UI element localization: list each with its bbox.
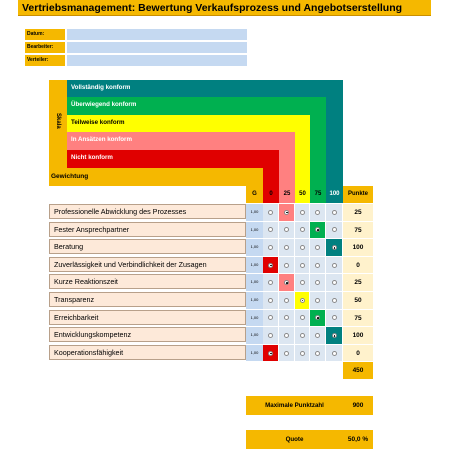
rating-radio[interactable] bbox=[315, 315, 320, 320]
rating-radio[interactable] bbox=[268, 333, 273, 338]
weighting-label: Gewichtung bbox=[49, 168, 263, 186]
rating-cell-25[interactable] bbox=[279, 239, 295, 257]
rating-radio[interactable] bbox=[284, 227, 289, 232]
criterion-points: 75 bbox=[343, 222, 373, 240]
criterion-weight: 1,00 bbox=[246, 345, 263, 363]
max-points-label: Maximale Punktzahl bbox=[246, 396, 343, 415]
rating-cell-50[interactable] bbox=[295, 327, 310, 345]
rating-cell-0[interactable] bbox=[263, 345, 279, 363]
criterion-weight: 1,00 bbox=[246, 310, 263, 328]
criterion-points: 50 bbox=[343, 292, 373, 310]
rating-radio[interactable] bbox=[300, 210, 305, 215]
header-25: 25 bbox=[279, 186, 295, 203]
editor-label: Bearbeiter: bbox=[25, 42, 65, 53]
rating-cell-100[interactable] bbox=[326, 274, 343, 292]
rating-radio[interactable] bbox=[315, 227, 320, 232]
rating-radio[interactable] bbox=[315, 210, 320, 215]
rating-radio[interactable] bbox=[268, 315, 273, 320]
rating-cell-0[interactable] bbox=[263, 257, 279, 275]
criterion-weight: 1,00 bbox=[246, 274, 263, 292]
criterion-points: 25 bbox=[343, 204, 373, 222]
rating-cell-50[interactable] bbox=[295, 222, 310, 240]
scale-label-rudimentary: In Ansätzen konform bbox=[71, 136, 132, 143]
rating-cell-25[interactable] bbox=[279, 257, 295, 275]
rating-radio[interactable] bbox=[268, 210, 273, 215]
rating-cell-50[interactable] bbox=[295, 292, 310, 310]
rating-radio[interactable] bbox=[332, 280, 337, 285]
rating-cell-100[interactable] bbox=[326, 345, 343, 363]
criterion-points: 100 bbox=[343, 327, 373, 345]
rating-cell-75[interactable] bbox=[310, 327, 326, 345]
criterion-weight: 1,00 bbox=[246, 204, 263, 222]
criterion-points: 0 bbox=[343, 345, 373, 363]
rating-cell-50[interactable] bbox=[295, 310, 310, 328]
scale-label: Skala bbox=[55, 113, 61, 129]
rating-cell-100[interactable] bbox=[326, 310, 343, 328]
rating-cell-25[interactable] bbox=[279, 310, 295, 328]
rating-cell-100[interactable] bbox=[326, 239, 343, 257]
rating-cell-0[interactable] bbox=[263, 327, 279, 345]
page-title: Vertriebsmanagement: Bewertung Verkaufsprozess und Angebotserstellung bbox=[18, 0, 431, 16]
criterion-weight: 1,00 bbox=[246, 292, 263, 310]
rating-cell-25[interactable] bbox=[279, 274, 295, 292]
criterion-points: 100 bbox=[343, 239, 373, 257]
rating-radio[interactable] bbox=[315, 351, 320, 356]
scale-label-mostly: Überwiegend konform bbox=[71, 101, 137, 108]
rating-cell-25[interactable] bbox=[279, 345, 295, 363]
criterion-weight: 1,00 bbox=[246, 239, 263, 257]
rating-radio[interactable] bbox=[284, 315, 289, 320]
rating-radio[interactable] bbox=[268, 263, 273, 268]
quota-label: Quote bbox=[246, 430, 343, 449]
rating-cell-75[interactable] bbox=[310, 292, 326, 310]
scale-label-partly: Teilweise konform bbox=[71, 119, 125, 126]
rating-radio[interactable] bbox=[332, 298, 337, 303]
rating-cell-25[interactable] bbox=[279, 327, 295, 345]
rating-cell-75[interactable] bbox=[310, 222, 326, 240]
rating-radio[interactable] bbox=[300, 351, 305, 356]
rating-radio[interactable] bbox=[300, 245, 305, 250]
rating-cell-25[interactable] bbox=[279, 222, 295, 240]
rating-radio[interactable] bbox=[284, 351, 289, 356]
rating-radio[interactable] bbox=[300, 315, 305, 320]
criterion-name: Fester Ansprechpartner bbox=[49, 222, 246, 237]
criterion-name: Beratung bbox=[49, 239, 246, 254]
criterion-weight: 1,00 bbox=[246, 222, 263, 240]
rating-radio[interactable] bbox=[332, 333, 337, 338]
rating-radio[interactable] bbox=[284, 210, 289, 215]
editor-field[interactable] bbox=[67, 42, 247, 53]
total-points: 450 bbox=[343, 362, 373, 379]
rating-cell-25[interactable] bbox=[279, 204, 295, 222]
scale-label-fully: Vollständig konform bbox=[71, 84, 131, 91]
criterion-name: Zuverlässigkeit und Verbindlichkeit der Zusagen bbox=[49, 257, 246, 272]
rating-radio[interactable] bbox=[300, 280, 305, 285]
criterion-name: Entwicklungskompetenz bbox=[49, 327, 246, 342]
rating-cell-0[interactable] bbox=[263, 222, 279, 240]
header-weight: G bbox=[246, 186, 263, 203]
rating-radio[interactable] bbox=[284, 263, 289, 268]
rating-radio[interactable] bbox=[300, 263, 305, 268]
rating-radio[interactable] bbox=[268, 351, 273, 356]
rating-cell-75[interactable] bbox=[310, 310, 326, 328]
rating-radio[interactable] bbox=[315, 245, 320, 250]
rating-cell-75[interactable] bbox=[310, 257, 326, 275]
rating-radio[interactable] bbox=[315, 298, 320, 303]
distribution-label: Verteiler: bbox=[25, 55, 65, 66]
max-points-value: 900 bbox=[343, 396, 373, 415]
rating-radio[interactable] bbox=[332, 227, 337, 232]
rating-radio[interactable] bbox=[332, 315, 337, 320]
rating-radio[interactable] bbox=[284, 298, 289, 303]
rating-radio[interactable] bbox=[300, 333, 305, 338]
rating-radio[interactable] bbox=[315, 263, 320, 268]
header-points: Punkte bbox=[343, 186, 373, 203]
criterion-name: Transparenz bbox=[49, 292, 246, 307]
rating-cell-0[interactable] bbox=[263, 274, 279, 292]
rating-radio[interactable] bbox=[268, 280, 273, 285]
rating-cell-100[interactable] bbox=[326, 327, 343, 345]
date-field[interactable] bbox=[67, 29, 247, 40]
rating-radio[interactable] bbox=[268, 245, 273, 250]
distribution-field[interactable] bbox=[67, 55, 247, 66]
rating-cell-75[interactable] bbox=[310, 239, 326, 257]
rating-radio[interactable] bbox=[332, 210, 337, 215]
rating-cell-100[interactable] bbox=[326, 257, 343, 275]
rating-radio[interactable] bbox=[268, 227, 273, 232]
rating-cell-0[interactable] bbox=[263, 310, 279, 328]
header-0: 0 bbox=[263, 186, 279, 203]
header-75: 75 bbox=[310, 186, 326, 203]
criterion-points: 75 bbox=[343, 310, 373, 328]
rating-radio[interactable] bbox=[300, 227, 305, 232]
quota-value: 50,0 % bbox=[343, 430, 373, 449]
rating-cell-100[interactable] bbox=[326, 204, 343, 222]
criterion-weight: 1,00 bbox=[246, 327, 263, 345]
rating-cell-75[interactable] bbox=[310, 345, 326, 363]
rating-radio[interactable] bbox=[315, 333, 320, 338]
rating-radio[interactable] bbox=[315, 280, 320, 285]
rating-cell-50[interactable] bbox=[295, 257, 310, 275]
rating-cell-50[interactable] bbox=[295, 204, 310, 222]
rating-cell-50[interactable] bbox=[295, 274, 310, 292]
criterion-name: Kurze Reaktionszeit bbox=[49, 274, 246, 289]
rating-cell-100[interactable] bbox=[326, 222, 343, 240]
rating-radio[interactable] bbox=[284, 333, 289, 338]
scale-label-not: Nicht konform bbox=[71, 154, 113, 161]
criterion-points: 0 bbox=[343, 257, 373, 275]
rating-radio[interactable] bbox=[284, 245, 289, 250]
criterion-name: Professionelle Abwicklung des Prozesses bbox=[49, 204, 246, 219]
criterion-name: Erreichbarkeit bbox=[49, 310, 246, 325]
rating-radio[interactable] bbox=[284, 280, 289, 285]
rating-radio[interactable] bbox=[332, 263, 337, 268]
rating-cell-0[interactable] bbox=[263, 292, 279, 310]
rating-cell-0[interactable] bbox=[263, 204, 279, 222]
rating-cell-75[interactable] bbox=[310, 274, 326, 292]
date-label: Datum: bbox=[25, 29, 65, 40]
rating-cell-25[interactable] bbox=[279, 292, 295, 310]
criterion-weight: 1,00 bbox=[246, 257, 263, 275]
rating-radio[interactable] bbox=[300, 298, 305, 303]
rating-cell-50[interactable] bbox=[295, 239, 310, 257]
rating-radio[interactable] bbox=[332, 351, 337, 356]
rating-radio[interactable] bbox=[268, 298, 273, 303]
rating-radio[interactable] bbox=[332, 245, 337, 250]
criterion-name: Kooperationsfähigkeit bbox=[49, 345, 246, 360]
header-50: 50 bbox=[295, 186, 310, 203]
criterion-points: 25 bbox=[343, 274, 373, 292]
rating-cell-100[interactable] bbox=[326, 292, 343, 310]
rating-cell-50[interactable] bbox=[295, 345, 310, 363]
rating-cell-75[interactable] bbox=[310, 204, 326, 222]
rating-cell-0[interactable] bbox=[263, 239, 279, 257]
header-100: 100 bbox=[326, 186, 343, 203]
